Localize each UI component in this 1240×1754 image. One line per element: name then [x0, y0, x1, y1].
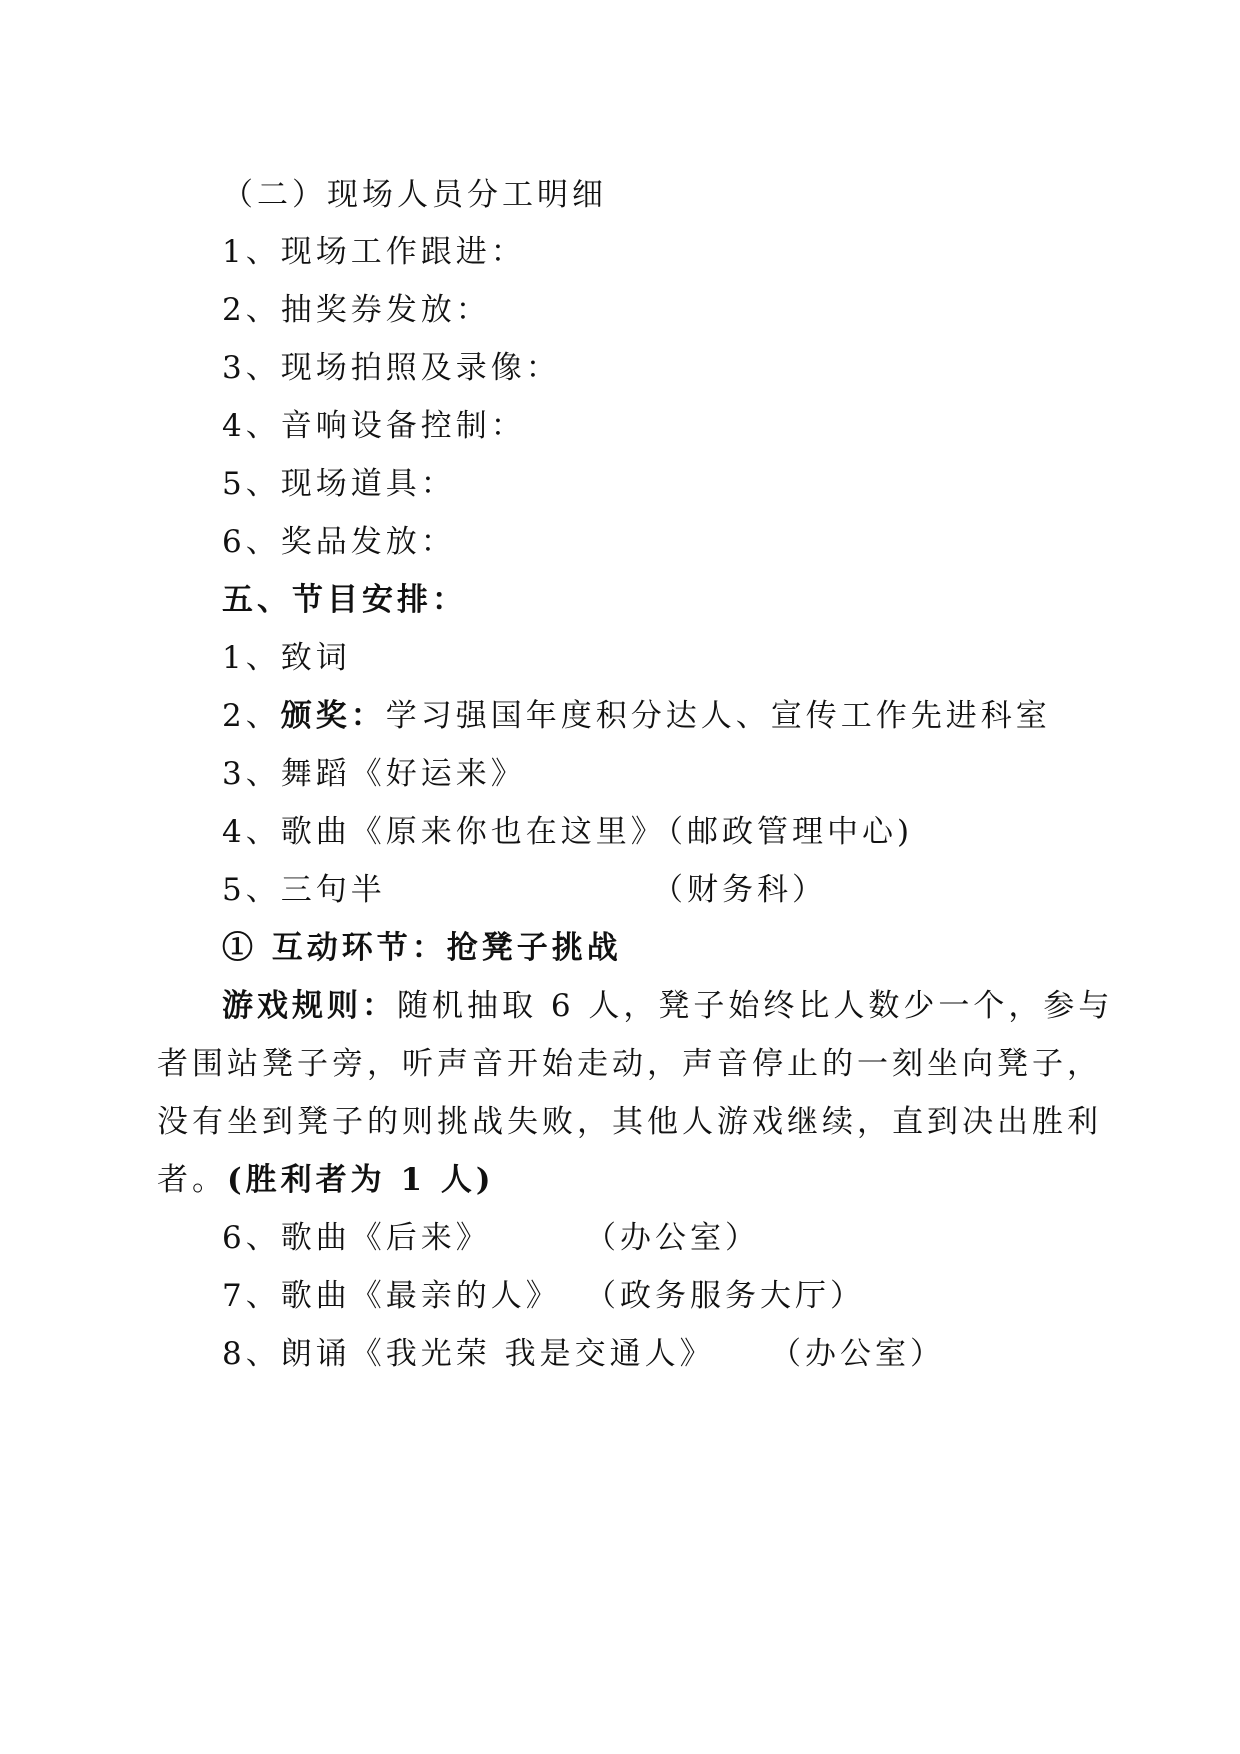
section-heading: 五、节目安排： — [222, 582, 467, 618]
rules-winner-note: (胜利者为 1 人) — [227, 1162, 495, 1198]
staff-item-5: 5、现场道具： — [222, 466, 456, 502]
rules-line-1 — [222, 986, 1113, 1026]
program-item-5-dept: （财务科） — [652, 872, 827, 908]
rules-line-3: 没有坐到凳子的则挑战失败，其他人游戏继续，直到决出胜利 — [157, 1104, 1102, 1140]
program-item-1: 1、致词 — [222, 640, 351, 676]
rules-label: 游戏规则： — [222, 988, 397, 1024]
rules-text-4: 者。 — [157, 1162, 227, 1198]
program-item-2-prefix: 2、 — [222, 698, 281, 734]
program-item-6-dept: （办公室） — [585, 1220, 760, 1256]
program-item-8-dept: （办公室） — [770, 1336, 945, 1372]
program-item-2-text: 学习强国年度积分达人、宣传工作先进科室 — [385, 698, 1051, 734]
program-item-7-title: 7、歌曲《最亲的人》 — [222, 1278, 561, 1314]
program-item-5-title: 5、三句半 — [222, 872, 386, 908]
program-item-2 — [222, 696, 1051, 736]
rules-text-1: 随机抽取 6 人，凳子始终比人数少一个，参与 — [397, 988, 1114, 1024]
program-item-7-dept: （政务服务大厅） — [585, 1278, 865, 1314]
program-item-2-label: 颁奖： — [280, 698, 386, 734]
staff-item-4: 4、音响设备控制： — [222, 408, 526, 444]
sub-heading: （二）现场人员分工明细 — [222, 177, 607, 213]
program-item-4-dept: （邮政管理中心) — [652, 814, 914, 850]
staff-item-6: 6、奖品发放： — [222, 524, 456, 560]
program-item-8-title: 8、朗诵《我光荣 我是交通人》 — [222, 1336, 715, 1372]
program-item-6-title: 6、歌曲《后来》 — [222, 1220, 491, 1256]
rules-line-2: 者围站凳子旁，听声音开始走动，声音停止的一刻坐向凳子， — [157, 1046, 1102, 1082]
interactive-heading: ① 互动环节：抢凳子挑战 — [222, 930, 622, 966]
program-item-4-title: 4、歌曲《原来你也在这里》 — [222, 814, 666, 850]
staff-item-2: 2、抽奖券发放： — [222, 292, 491, 328]
staff-item-1: 1、现场工作跟进： — [222, 234, 526, 270]
program-item-3: 3、舞蹈《好运来》 — [222, 756, 526, 792]
staff-item-3: 3、现场拍照及录像： — [222, 350, 561, 386]
rules-line-4 — [157, 1160, 495, 1200]
